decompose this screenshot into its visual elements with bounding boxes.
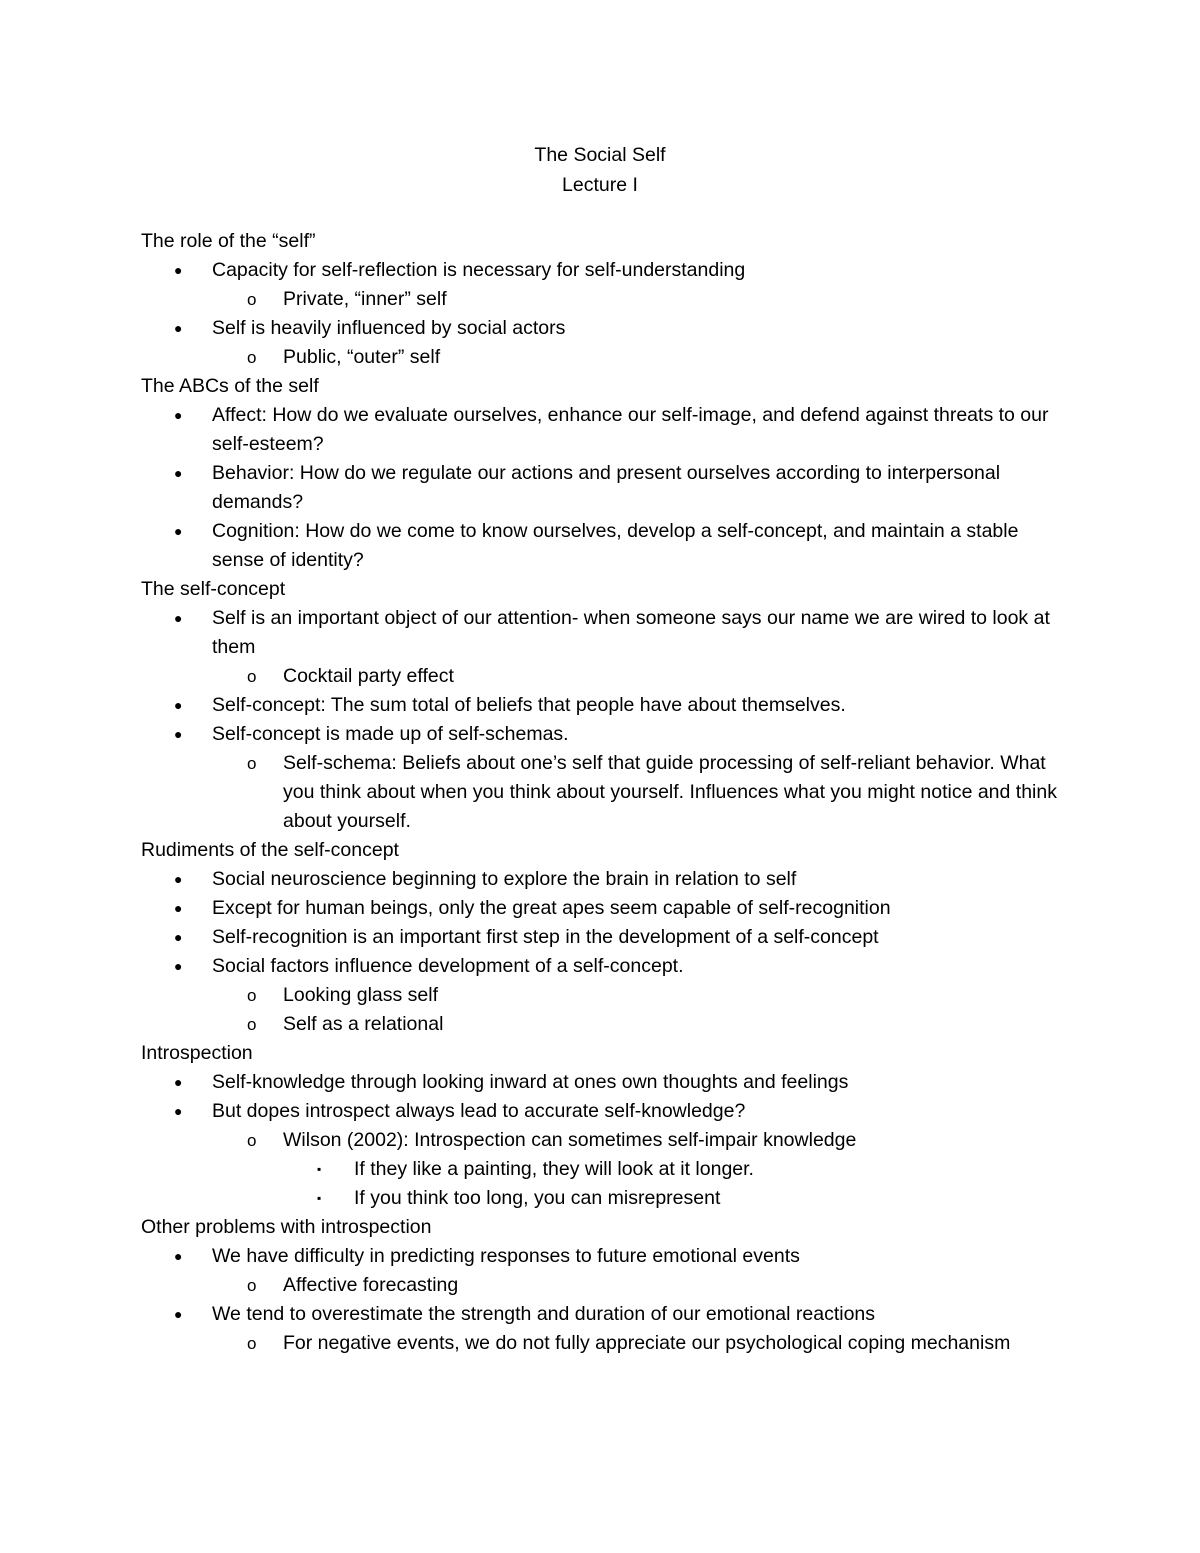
list-item-level-2	[141, 343, 1061, 372]
list-item-level-1	[141, 314, 1061, 343]
section-heading: Introspection	[141, 1042, 253, 1064]
bullet-marker: ●	[174, 900, 183, 916]
list-item-text: Private, “inner” self	[283, 288, 447, 310]
document-subtitle: Lecture I	[562, 173, 638, 196]
list-item-level-1	[141, 923, 1061, 952]
list-item-text: Cognition: How do we come to know ourselves, develop a self-concept, and maintain a stable sense of identity?	[212, 520, 1019, 571]
bullet-marker: ●	[174, 320, 183, 336]
list-item-text: Behavior: How do we regulate our actions and present ourselves according to interpersonal demands?	[212, 462, 1001, 513]
list-item-level-1	[141, 1068, 1061, 1097]
circle-marker: o	[247, 1334, 257, 1353]
bullet-marker: ●	[174, 1074, 183, 1090]
circle-marker: o	[247, 1276, 257, 1295]
list-item-text: Self-schema: Beliefs about one’s self that guide processing of self-reliant behavior. What you think about when you think about yourself. Influences what you might notice and think about yourself.	[283, 752, 1057, 832]
list-item-text: Looking glass self	[283, 984, 439, 1006]
list-item-text: Self-knowledge through looking inward at ones own thoughts and feelings	[212, 1071, 849, 1093]
list-item-level-1	[141, 691, 1061, 720]
list-item-level-2	[141, 1271, 1061, 1300]
list-item-text: We tend to overestimate the strength and duration of our emotional reactions	[212, 1303, 876, 1325]
list-item-text: Affect: How do we evaluate ourselves, enhance our self-image, and defend against threats to our self-esteem?	[212, 404, 1049, 455]
document-title: The Social Self	[534, 144, 666, 166]
bullet-marker: ●	[174, 262, 183, 278]
list-item-level-3	[141, 1184, 1061, 1213]
list-item-text: But dopes introspect always lead to accurate self-knowledge?	[212, 1100, 746, 1122]
document-body	[141, 227, 1061, 1358]
list-item-text: If you think too long, you can misrepresent	[354, 1187, 721, 1209]
bullet-marker: ●	[174, 407, 183, 423]
list-item-level-2	[141, 662, 1061, 691]
section-heading: The ABCs of the self	[141, 375, 319, 397]
list-item-text: We have difficulty in predicting responses to future emotional events	[212, 1245, 800, 1267]
circle-marker: o	[247, 290, 257, 309]
list-item-level-2	[141, 285, 1061, 314]
list-item-text: If they like a painting, they will look at it longer.	[354, 1158, 754, 1180]
list-item-text: Self-recognition is an important first step in the development of a self-concept	[212, 926, 879, 948]
bullet-marker: ●	[174, 1103, 183, 1119]
list-item-text: Self as a relational	[283, 1013, 444, 1035]
bullet-marker: ●	[174, 465, 183, 481]
list-item-text: Self is heavily influenced by social actors	[212, 317, 566, 339]
list-item-level-1	[141, 1097, 1061, 1126]
title-block	[0, 141, 1200, 200]
list-item-text: Except for human beings, only the great apes seem capable of self-recognition	[212, 897, 891, 919]
section-heading: Other problems with introspection	[141, 1216, 432, 1238]
list-item-level-1	[141, 401, 1061, 459]
list-item-level-1	[141, 865, 1061, 894]
circle-marker: o	[247, 986, 257, 1005]
list-item-level-3	[141, 1155, 1061, 1184]
bullet-marker: ●	[174, 929, 183, 945]
list-item-level-2	[141, 749, 1061, 836]
list-item-text: For negative events, we do not fully appreciate our psychological coping mechanism	[283, 1332, 1011, 1354]
list-item-level-2	[141, 981, 1061, 1010]
list-item-level-1	[141, 952, 1061, 981]
list-item-level-1	[141, 256, 1061, 285]
list-item-text: Self-concept is made up of self-schemas.	[212, 723, 569, 745]
square-marker: ▪	[317, 1191, 322, 1205]
bullet-marker: ●	[174, 1306, 183, 1322]
list-item-text: Cocktail party effect	[283, 665, 454, 687]
bullet-marker: ●	[174, 1248, 183, 1264]
list-item-text: Capacity for self-reflection is necessary for self-understanding	[212, 259, 746, 281]
square-marker: ▪	[317, 1162, 322, 1176]
list-item-level-2	[141, 1126, 1061, 1155]
list-item-level-1	[141, 720, 1061, 749]
bullet-marker: ●	[174, 610, 183, 626]
list-item-level-1	[141, 459, 1061, 517]
bullet-marker: ●	[174, 726, 183, 742]
list-item-level-1	[141, 894, 1061, 923]
circle-marker: o	[247, 348, 257, 367]
section-heading: Rudiments of the self-concept	[141, 839, 399, 861]
section-heading: The role of the “self”	[141, 230, 316, 252]
bullet-marker: ●	[174, 523, 183, 539]
list-item-level-1	[141, 604, 1061, 662]
section-heading: The self-concept	[141, 578, 286, 600]
bullet-marker: ●	[174, 697, 183, 713]
circle-marker: o	[247, 667, 257, 686]
list-item-level-1	[141, 1300, 1061, 1329]
circle-marker: o	[247, 1015, 257, 1034]
list-item-text: Wilson (2002): Introspection can sometimes self-impair knowledge	[283, 1129, 857, 1151]
list-item-level-1	[141, 1242, 1061, 1271]
circle-marker: o	[247, 754, 257, 773]
list-item-text: Social neuroscience beginning to explore the brain in relation to self	[212, 868, 797, 890]
list-item-level-2	[141, 1329, 1061, 1358]
list-item-text: Affective forecasting	[283, 1274, 459, 1296]
bullet-marker: ●	[174, 871, 183, 887]
circle-marker: o	[247, 1131, 257, 1150]
list-item-text: Public, “outer” self	[283, 346, 441, 368]
list-item-level-1	[141, 517, 1061, 575]
list-item-level-2	[141, 1010, 1061, 1039]
list-item-text: Self is an important object of our attention- when someone says our name we are wired to look at them	[212, 607, 1050, 658]
list-item-text: Self-concept: The sum total of beliefs that people have about themselves.	[212, 694, 846, 716]
list-item-text: Social factors influence development of a self-concept.	[212, 955, 684, 977]
bullet-marker: ●	[174, 958, 183, 974]
